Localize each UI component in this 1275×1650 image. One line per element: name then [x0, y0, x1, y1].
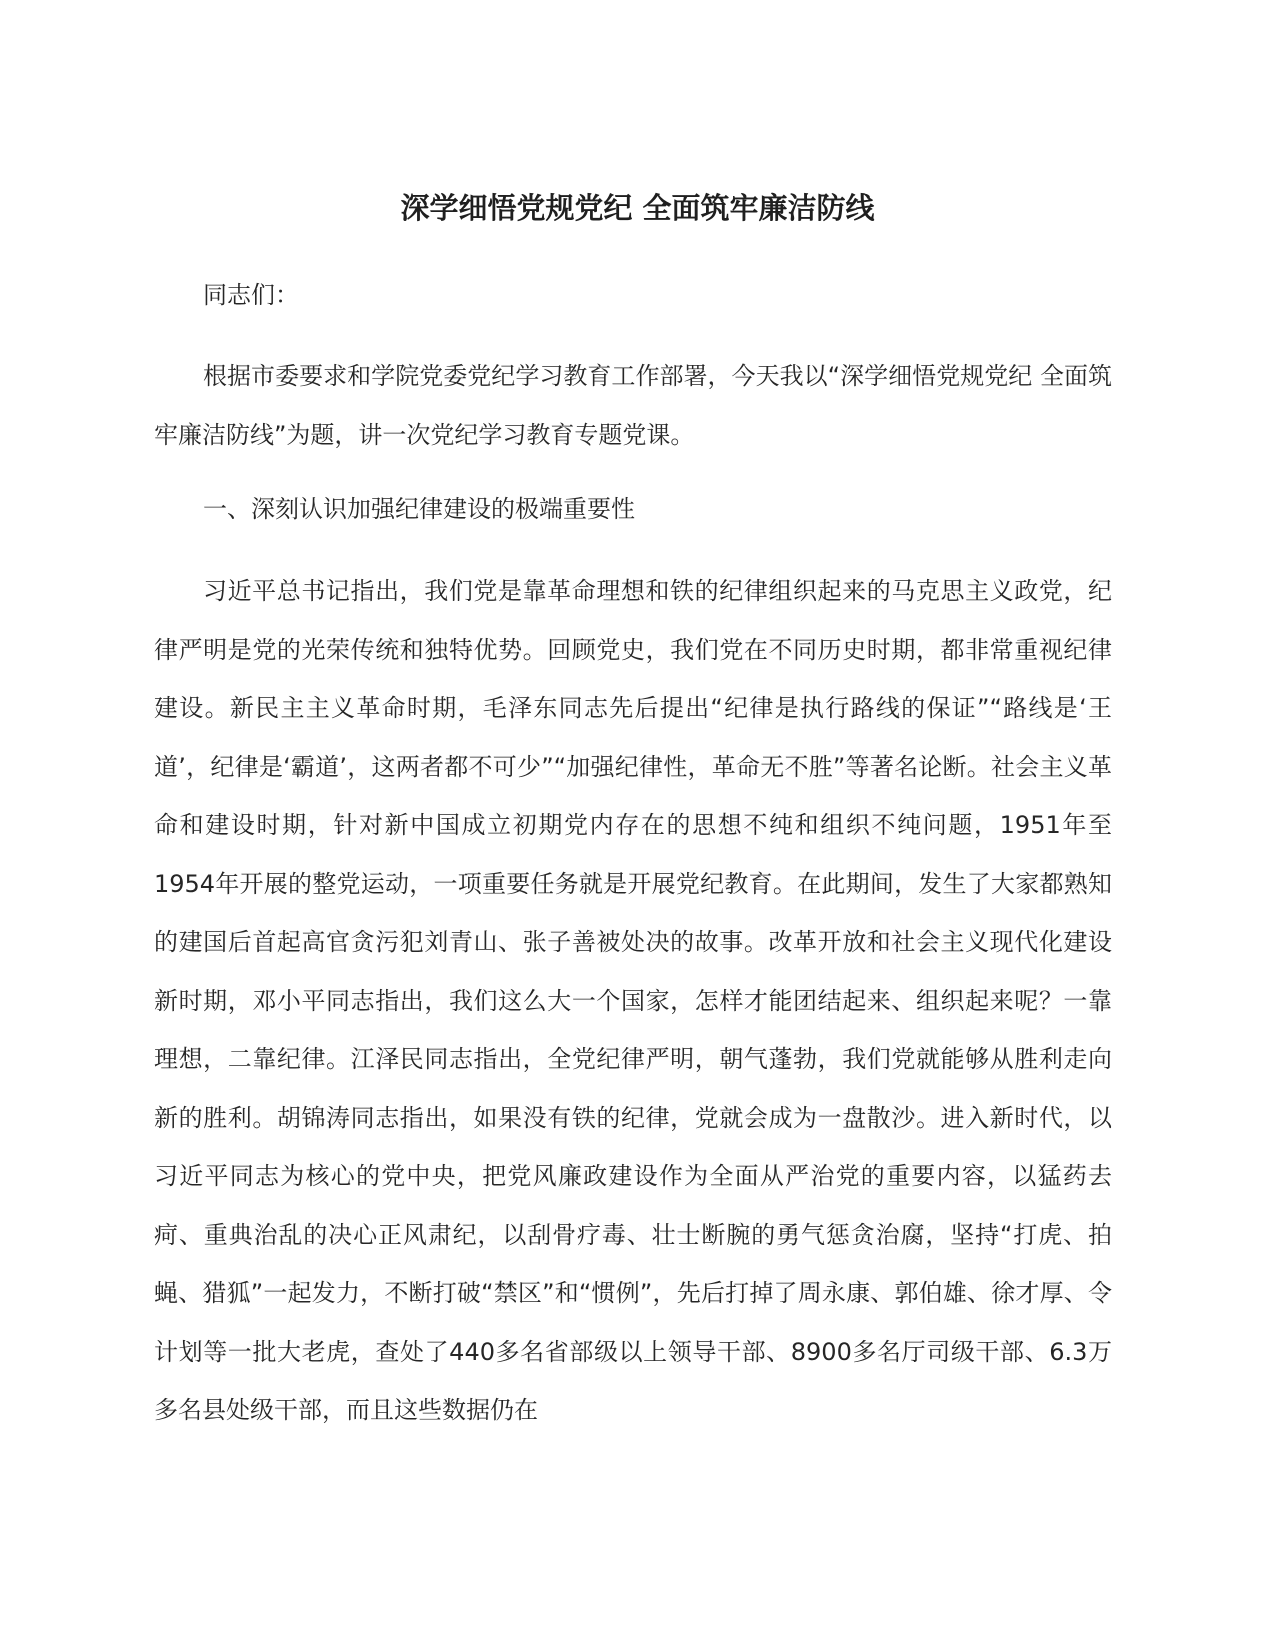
salutation: 同志们： [203, 281, 299, 309]
document-title: 深学细悟党规党纪 全面筑牢廉洁防线 [400, 191, 875, 225]
intro-paragraph: 根据市委要求和学院党委党纪学习教育工作部署，今天我以“深学细悟党规党纪 全面筑牢廉洁防线”为题，讲一次党纪学习教育专题党课。 [154, 362, 1112, 449]
body-paragraph: 习近平总书记指出，我们党是靠革命理想和铁的纪律组织起来的马克思主义政党，纪律严明是党的光荣传统和独特优势。回顾党史，我们党在不同历史时期，都非常重视纪律建设。新民主主义革命时期，毛泽东同志先后提出“纪律是执行路线的保证”“路线是‘王道’，纪律是‘霸道’，这两者都不可少”“加强纪律性，革命无不胜”等著名论断。社会主义革命和建设时期，针对新中国成立初期党内存在的思想不纯和组织不纯问题，1951年至1954年开展的整党运动，一项重要任务就是开展党纪教育。在此期间，发生了大家都熟知的建国后首起高官贪污犯刘青山、张子善被处决的故事。改革开放和社会主义现代化建设新时期，邓小平同志指出，我们这么大一个国家，怎样才能团结起来、组织起来呢？一靠理想，二靠纪律。江泽民同志指出，全党纪律严明，朝气蓬勃，我们党就能够从胜利走向新的胜利。胡锦涛同志指出，如果没有铁的纪律，党就会成为一盘散沙。进入新时代，以习近平同志为核心的党中央，把党风廉政建设作为全面从严治党的重要内容，以猛药去疴、重典治乱的决心正风肃纪，以刮骨疗毒、壮士断腕的勇气惩贪治腐，坚持“打虎、拍蝇、猎狐”一起发力，不断打破“禁区”和“惯例”，先后打掉了周永康、郭伯雄、徐才厚、令计划等一批大老虎，查处了440多名省部级以上领导干部、8900多名厅司级干部、6.3万多名县处级干部，而且这些数据仍在 [154, 577, 1112, 1424]
section-heading: 一、深刻认识加强纪律建设的极端重要性 [203, 495, 635, 523]
